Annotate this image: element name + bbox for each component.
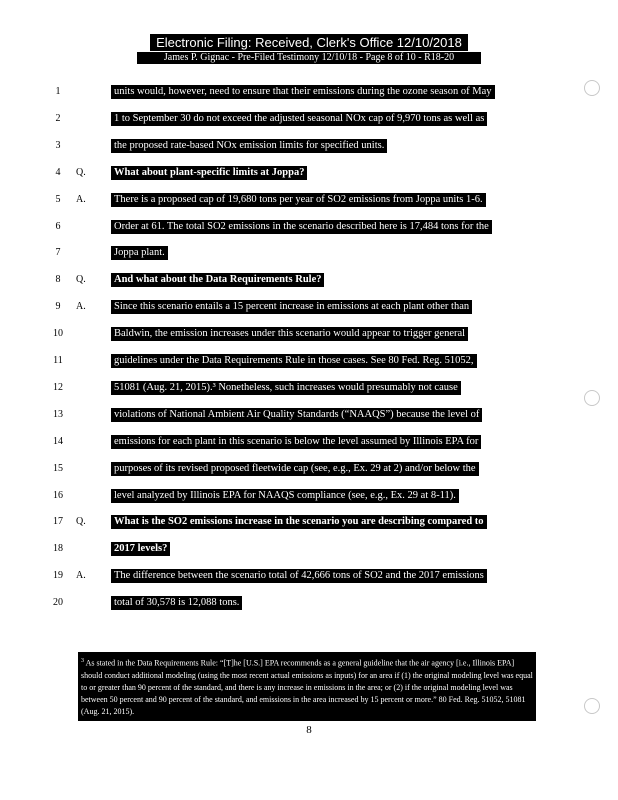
line-text: guidelines under the Data Requirements Rule in those cases. See 80 Fed. Reg. 51052, xyxy=(111,354,477,368)
line-number: 7 xyxy=(55,247,61,259)
line-number: 9 xyxy=(55,301,61,313)
testimony-line xyxy=(0,542,618,556)
footnote-text: As stated in the Data Requirements Rule: “[T]he [U.S.] EPA recommends as a general guideline that the air agency [i.e., Illinois EPA] should conduct additional modeling (using the most recent actual emissions as inputs) for an area if (1) the original modeling level was equal to or greater than 90 percent of the standard, and there is any increase in emissions in the area; or (2) if the original modeling level was between 50 percent and 90 percent of the standard, and emissions in the area increased by 15 percent or more.” 80 Fed. Reg. 51052, 51081 (Aug. 21, 2015). xyxy=(81,658,533,716)
qa-label: Q. xyxy=(76,274,86,286)
testimony-line xyxy=(0,381,618,395)
testimony-line xyxy=(0,220,618,234)
line-number: 3 xyxy=(55,139,61,151)
line-number: 17 xyxy=(53,516,63,528)
line-text: the proposed rate-based NOx emission limits for specified units. xyxy=(111,139,387,153)
page-number: 8 xyxy=(306,724,312,736)
line-text: The difference between the scenario total of 42,666 tons of SO2 and the 2017 emissions xyxy=(111,569,487,583)
testimony-line xyxy=(0,166,618,180)
line-text: level analyzed by Illinois EPA for NAAQS compliance (see, e.g., Ex. 29 at 8-11). xyxy=(111,489,459,503)
line-number: 10 xyxy=(53,328,63,340)
testimony-line xyxy=(0,435,618,449)
line-number: 2 xyxy=(55,112,61,124)
line-text: purposes of its revised proposed fleetwide cap (see, e.g., Ex. 29 at 2) and/or below the xyxy=(111,462,479,476)
testimony-line xyxy=(0,354,618,368)
line-text: violations of National Ambient Air Quality Standards (“NAAQS”) because the level of xyxy=(111,408,482,422)
line-number: 18 xyxy=(53,543,63,555)
line-text: Joppa plant. xyxy=(111,246,168,260)
testimony-line xyxy=(0,139,618,153)
line-number: 20 xyxy=(53,597,63,609)
line-number: 12 xyxy=(53,381,63,393)
testimony-line xyxy=(0,85,618,99)
line-number: 8 xyxy=(55,274,61,286)
line-text: 2017 levels? xyxy=(111,542,170,556)
running-head: James P. Gignac - Pre-Filed Testimony 12/10/18 - Page 8 of 10 - R18-20 xyxy=(137,52,481,64)
footnote-marker: 3 xyxy=(81,658,84,664)
footnote xyxy=(78,652,536,721)
line-text: Since this scenario entails a 15 percent increase in emissions at each plant other than xyxy=(111,300,472,314)
qa-label: A. xyxy=(76,301,86,313)
qa-label: Q. xyxy=(76,516,86,528)
line-number: 5 xyxy=(55,193,61,205)
testimony-line xyxy=(0,515,618,529)
qa-label: Q. xyxy=(76,166,86,178)
line-text: What is the SO2 emissions increase in the scenario you are describing compared to xyxy=(111,515,487,529)
line-text: And what about the Data Requirements Rule? xyxy=(111,273,324,287)
line-text: Order at 61. The total SO2 emissions in the scenario described here is 17,484 tons for the xyxy=(111,220,492,234)
testimony-line xyxy=(0,246,618,260)
line-text: total of 30,578 is 12,088 tons. xyxy=(111,596,242,610)
line-number: 4 xyxy=(55,166,61,178)
line-number: 14 xyxy=(53,435,63,447)
qa-label: A. xyxy=(76,193,86,205)
testimony-line xyxy=(0,327,618,341)
testimony-line xyxy=(0,462,618,476)
filing-stamp: Electronic Filing: Received, Clerk's Office 12/10/2018 xyxy=(150,34,468,51)
qa-label: A. xyxy=(76,570,86,582)
testimony-line xyxy=(0,596,618,610)
line-text: 1 to September 30 do not exceed the adjusted seasonal NOx cap of 9,970 tons as well as xyxy=(111,112,487,126)
testimony-line xyxy=(0,193,618,207)
testimony-line xyxy=(0,273,618,287)
testimony-line xyxy=(0,112,618,126)
line-number: 13 xyxy=(53,408,63,420)
testimony-line xyxy=(0,300,618,314)
testimony-line xyxy=(0,408,618,422)
line-number: 16 xyxy=(53,489,63,501)
line-number: 19 xyxy=(53,570,63,582)
testimony-line xyxy=(0,489,618,503)
line-number: 1 xyxy=(55,86,61,97)
line-text: emissions for each plant in this scenario is below the level assumed by Illinois EPA for xyxy=(111,435,481,449)
line-number: 6 xyxy=(55,220,61,232)
line-text: What about plant-specific limits at Joppa? xyxy=(111,166,307,180)
punch-hole-icon xyxy=(584,698,600,714)
line-text: Baldwin, the emission increases under this scenario would appear to trigger general xyxy=(111,327,468,341)
line-text: units would, however, need to ensure that their emissions during the ozone season of May xyxy=(111,85,495,99)
page-header xyxy=(0,34,618,64)
line-text: 51081 (Aug. 21, 2015).³ Nonetheless, such increases would presumably not cause xyxy=(111,381,461,395)
line-number: 15 xyxy=(53,462,63,474)
line-number: 11 xyxy=(53,355,63,366)
testimony-line xyxy=(0,569,618,583)
line-text: There is a proposed cap of 19,680 tons per year of SO2 emissions from Joppa units 1-6. xyxy=(111,193,486,207)
